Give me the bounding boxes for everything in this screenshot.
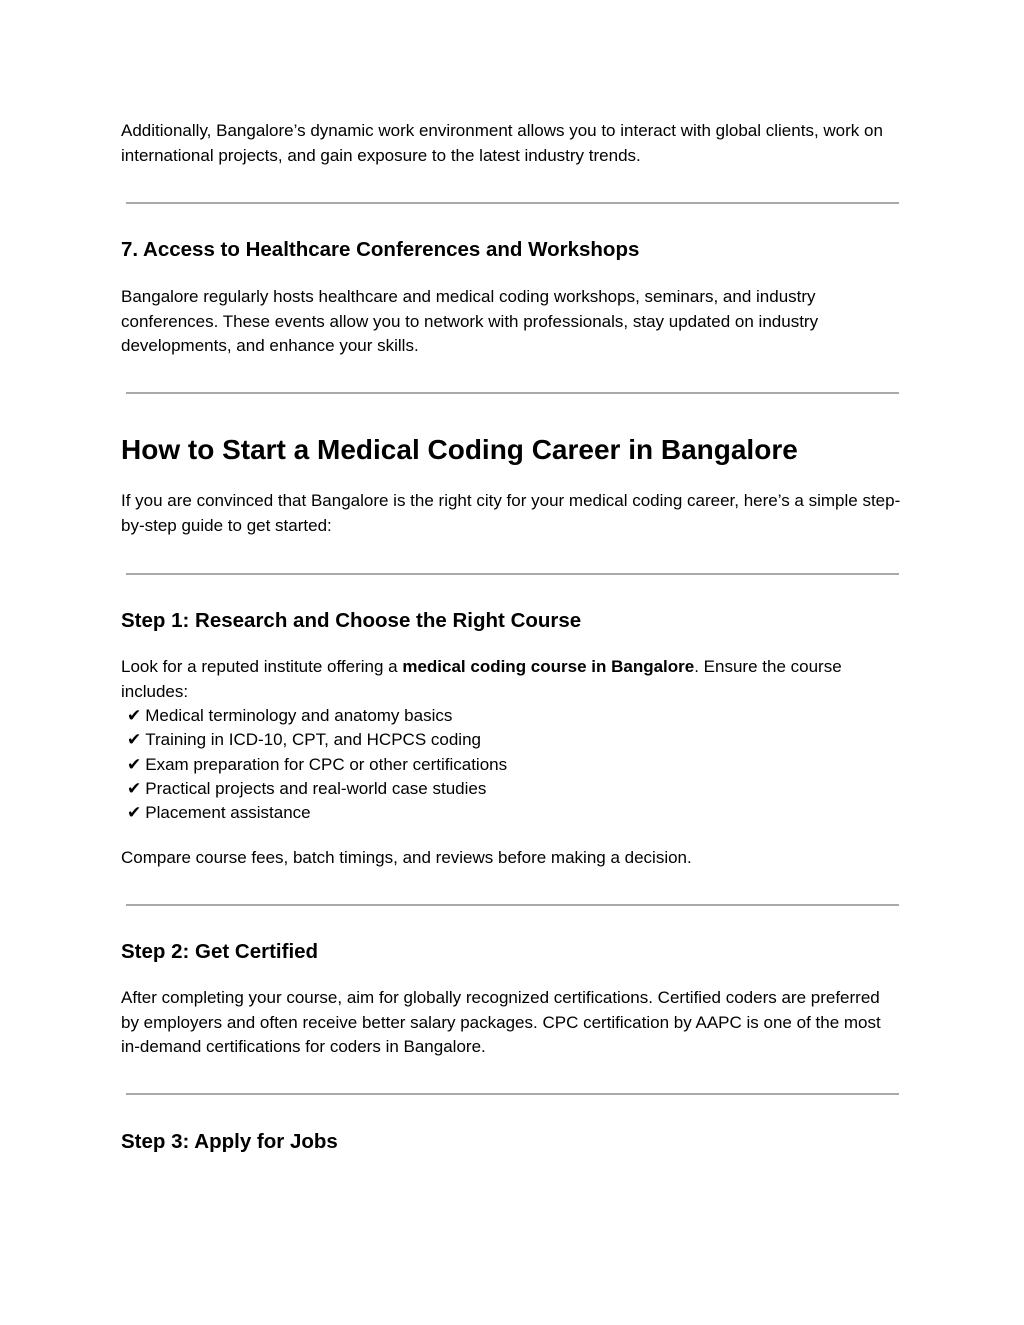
horizontal-rule	[126, 202, 899, 204]
step-2-heading: Step 2: Get Certified	[121, 940, 319, 963]
intro-paragraph: Additionally, Bangalore’s dynamic work environment allows you to interact with global clients, work on international projects, and gain exposure to the latest industry trends.	[121, 121, 883, 165]
horizontal-rule	[126, 392, 899, 394]
horizontal-rule	[126, 573, 899, 575]
course-checklist	[127, 704, 507, 825]
checklist-item	[127, 704, 507, 728]
checkmark-icon: ✔	[127, 778, 142, 798]
checklist-item-text: Practical projects and real-world case studies	[145, 778, 487, 798]
checklist-item-text: Placement assistance	[145, 803, 311, 823]
checklist-item	[127, 728, 507, 752]
checklist-item-text: Medical terminology and anatomy basics	[145, 706, 453, 725]
career-heading: How to Start a Medical Coding Career in Bangalore	[121, 434, 798, 465]
checklist-item	[127, 801, 507, 825]
checklist-item-text: Training in ICD-10, CPT, and HCPCS coding	[145, 730, 481, 750]
step-1-closing: Compare course fees, batch timings, and reviews before making a decision.	[121, 848, 692, 867]
course-keyword: medical coding course in Bangalore	[402, 657, 695, 676]
step-1-intro-text: Look for a reputed institute offering a	[121, 657, 403, 676]
checkmark-icon: ✔	[127, 803, 142, 823]
step-1-heading: Step 1: Research and Choose the Right Course	[121, 609, 582, 632]
step-1-intro-tail: . Ensure the course includes:	[121, 657, 842, 701]
step-1-intro	[121, 655, 901, 704]
horizontal-rule	[126, 1093, 899, 1095]
checklist-item	[127, 777, 507, 801]
checkmark-icon: ✔	[127, 754, 142, 774]
section-7-paragraph: Bangalore regularly hosts healthcare and medical coding workshops, seminars, and industry conferences. These events allow you to network with professionals, stay updated on industry developments, and enhance your skills.	[121, 287, 819, 355]
checkmark-icon: ✔	[127, 730, 142, 750]
checkmark-icon: ✔	[127, 706, 142, 725]
step-3-heading: Step 3: Apply for Jobs	[121, 1130, 338, 1153]
step-2-paragraph: After completing your course, aim for globally recognized certifications. Certified coders are preferred by employers and often receive better salary packages. CPC certification by AAPC is one of the most in-demand certifications for coders in Bangalore.	[121, 988, 881, 1056]
checklist-item-text: Exam preparation for CPC or other certifications	[145, 754, 508, 774]
career-paragraph: If you are convinced that Bangalore is the right city for your medical coding career, here’s a simple step-by-step guide to get started:	[121, 491, 901, 535]
section-7-heading: 7. Access to Healthcare Conferences and Workshops	[121, 238, 640, 261]
horizontal-rule	[126, 904, 899, 906]
checklist-item	[127, 753, 507, 777]
